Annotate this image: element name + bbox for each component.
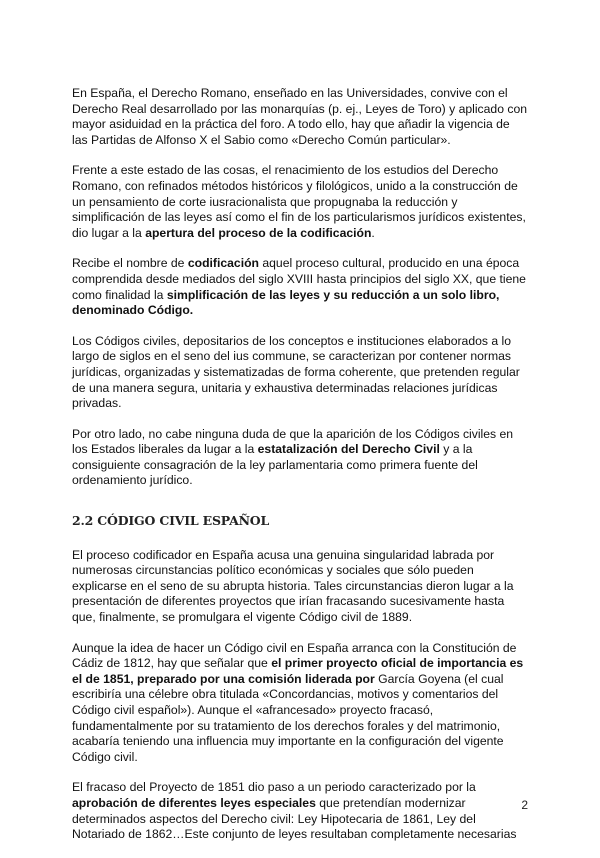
bold-text: codificación — [187, 256, 259, 271]
text-run: . — [371, 225, 375, 240]
document-body — [72, 86, 528, 858]
paragraph — [72, 334, 528, 412]
paragraph — [72, 548, 528, 626]
paragraph — [72, 256, 528, 318]
page-number: 2 — [521, 798, 528, 812]
text-run: García Goyena (el cual escribiría una célebre obra titulada «Concordancias, motivos y comentarios del Código civil español»). Aunque el «afrancesado» proyecto fracasó, fundamentalmente por su tratamiento de los derechos forales y del matrimonio, acabaría teniendo una influencia muy importante en la configuración del vigente Código civil. — [72, 671, 504, 764]
bold-text: estatalización del Derecho Civil — [257, 442, 440, 457]
text-run: En España, el Derecho Romano, enseñado en las Universidades, convive con el Derecho Real desarrollado por las monarquías (p. ej., Leyes de Toro) y aplicado con mayor asiduidad en la práctica del foro. A todo ello, hay que añadir la vigencia de las Partidas de Alfonso X el Sabio como «Derecho Común particular». — [72, 86, 528, 147]
intro-paragraphs — [72, 86, 528, 489]
section-heading: 2.2 CÓDIGO CIVIL ESPAÑOL — [72, 513, 270, 529]
text-run: Aunque la idea de hacer un Código civil en España arranca con la Constitución de Cádiz de 1812, hay que señalar que — [72, 640, 517, 671]
text-run: Recibe el nombre de — [72, 256, 188, 271]
bold-text: simplificación de las leyes y su reducción a un solo libro, denominado Código. — [72, 287, 500, 318]
text-run: Los Códigos civiles, depositarios de los conceptos e instituciones elaborados a lo largo de siglos en el seno del ius commune, se caracterizan por contener normas jurídicas, organizadas y sistematizadas de forma coherente, que pretenden regular de una manera segura, unitaria y exhaustiva determinadas relaciones jurídicas privadas. — [72, 333, 520, 411]
paragraph — [72, 641, 528, 766]
bold-text: aprobación de diferentes leyes especiales — [72, 795, 316, 810]
text-run: que pretendían modernizar determinados aspectos del Derecho civil: Ley Hipotecaria de 1861, Ley del Notariado de 1862…Este conjunto de leyes resultaban completamente necesarias — [72, 795, 517, 842]
text-run: Frente a este estado de las cosas, el renacimiento de los estudios del Derecho Romano, con refinados métodos históricos y filológicos, unido a la construcción de un pensamiento de corte iusracionalista que propugnaba la reducción y simplificación de las leyes así como el fin de los particularismos jurídicos existentes, dio lugar a la — [72, 163, 526, 240]
text-run: aquel proceso cultural, producido en una época comprendida desde mediados del siglo XVIII hasta principios del siglo XX, que tiene como finalidad la — [72, 256, 526, 302]
bold-text: el primer proyecto oficial de importancia es el de 1851, preparado por una comisión liderada por — [72, 656, 524, 686]
bold-text: apertura del proceso de la codificación — [145, 225, 372, 240]
paragraph — [72, 780, 528, 842]
text-run: Por otro lado, no cabe ninguna duda de que la aparición de los Códigos civiles en los Estados liberales da lugar a la — [72, 426, 514, 457]
text-run: y a la consiguiente consagración de la ley parlamentaria como primera fuente del ordenamiento jurídico. — [72, 442, 478, 488]
paragraph — [72, 427, 528, 489]
section-paragraphs — [72, 548, 528, 843]
paragraph — [72, 86, 528, 148]
text-run: El proceso codificador en España acusa una genuina singularidad labrada por numerosas circunstancias político económicas y sociales que sólo pueden explicarse en el seno de su abrupta historia. Tales circunstancias dieron lugar a la presentación de diferentes proyectos que irían fracasando sucesivamente hasta que, finalmente, se promulgara el vigente Código civil de 1889. — [72, 547, 514, 625]
paragraph — [72, 163, 528, 241]
text-run: El fracaso del Proyecto de 1851 dio paso a un periodo caracterizado por la — [72, 780, 476, 795]
